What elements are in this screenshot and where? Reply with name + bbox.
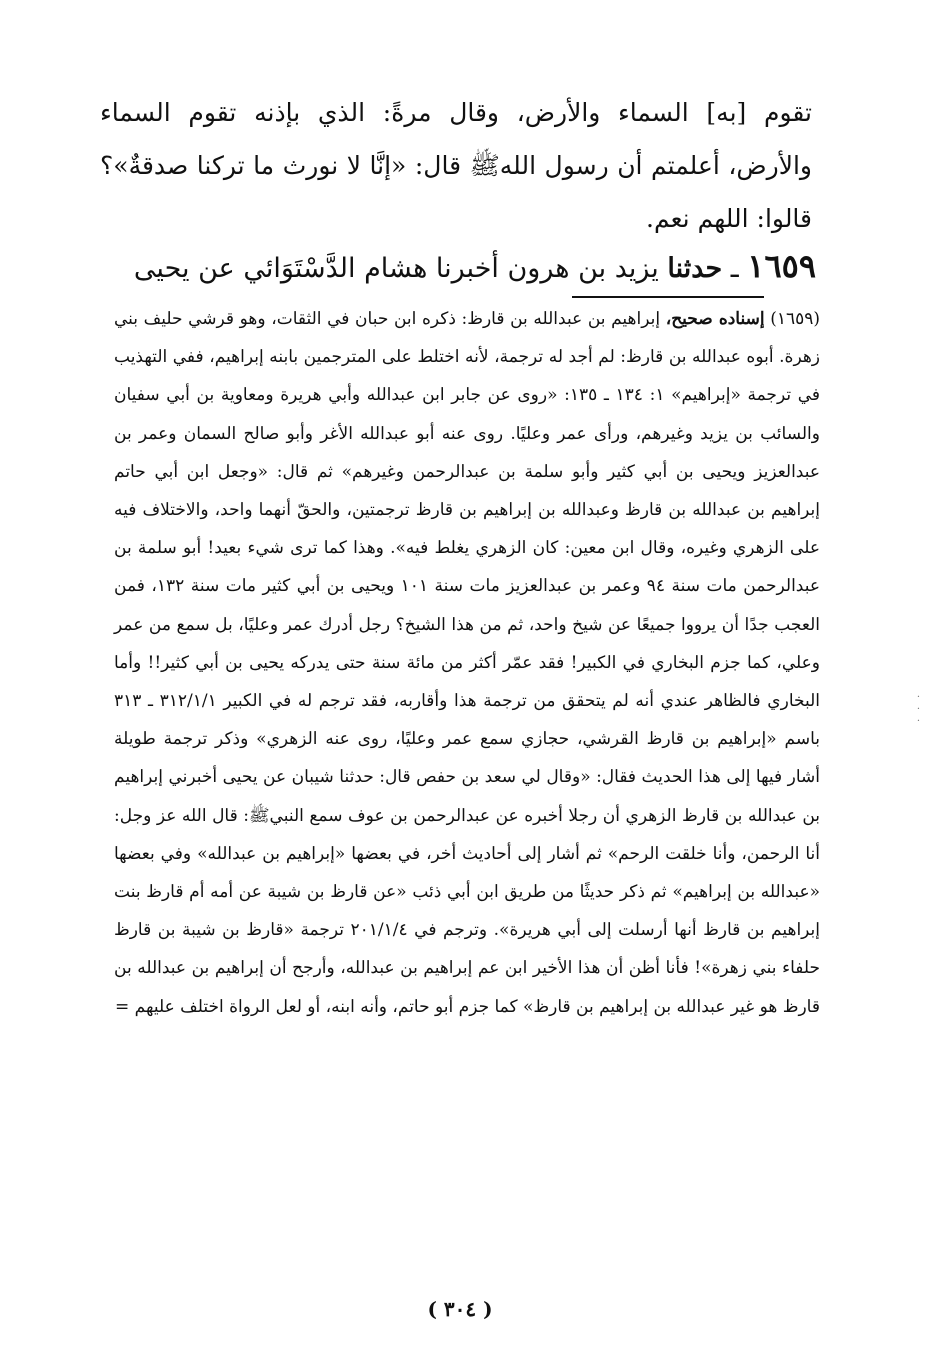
hadith-separator: ـ — [722, 253, 748, 284]
footnote-lead: إسناده صحيح، — [665, 309, 765, 329]
hadith-lead-word: حدثنا — [667, 253, 723, 284]
main-text — [100, 86, 812, 245]
hadith-heading — [100, 238, 816, 294]
page-number: ( ٣٠٤ ) — [427, 1297, 493, 1321]
footnote-separator-rule — [572, 296, 764, 298]
margin-mark: · · · — [916, 692, 920, 727]
footnote-number: (١٦٥٩) — [770, 309, 821, 329]
footnote — [114, 300, 820, 1026]
hadith-chain: يزيد بن هرون أخبرنا هشام الدَّسْتَوَائي عن يحيى — [133, 253, 668, 284]
hadith-number: ١٦٥٩ — [747, 247, 816, 285]
footnote-text: إبراهيم بن عبدالله بن قارظ: ذكره ابن حبان في الثقات، وهو قرشي حليف بني زهرة. أبوه عبدالله بن قارظ: لم أجد له ترجمة، لأنه اختلط على المترجمين بابنه إبراهيم، ففي التهذيب في ترجمة «إبراهيم» ١: ١٣٤ ـ ١٣٥: «روى عن جابر ابن عبدالله وأبي هريرة ومعاوية بن أبي سفيان والسائب بن يزيد وغيرهم، ورأى عمر وعليًا. روى عنه أبو عبدالله الأغر وأبو صالح السمان وعمر بن عبدالعزيز ويحيى بن أبي كثير وأبو سلمة بن عبدالرحمن وغيرهم» ثم قال: «وجعل ابن أبي حاتم إبراهيم بن عبدالله بن قارظ وعبدالله بن إبراهيم بن قارظ ترجمتين، والحقّ أنهما واحد، والاختلاف فيه على الزهري وغيره، وقال ابن معين: كان الزهري يغلط فيه». وهذا كما ترى شيء بعيد! أبو سلمة بن عبدالرحمن مات سنة ٩٤ وعمر بن عبدالعزيز مات سنة ١٠١ ويحيى بن أبي كثير مات سنة ١٣٢، فمن العجب جدًا أن يرووا جميعًا عن شيخ واحد، ثم من هذا الشيخ؟ رجل أدرك عمر وعليًا، بل سمع من عمر وعلي، كما جزم البخاري في الكبير! فقد عمّر أكثر من مائة سنة حتى يدركه يحيى بن أبي كثير!! وأما البخاري فالظاهر عندي أنه لم يتحقق من ترجمة هذا وأقاربه، فقد ترجم له في الكبير ٣١٢/١/١ ـ ٣١٣ باسم «إبراهيم بن قارظ القرشي، حجازي سمع عمر وعليًا، روى عنه الزهري» وذكر ترجمة طويلة أشار فيها إلى هذا الحديث فقال: «وقال لي سعد بن حفص قال: حدثنا شيبان عن يحيى أخبرني إبراهيم بن عبدالله بن قارظ الزهري أن رجلا أخبره عن عبدالرحمن بن عوف سمع النبيﷺ: قال الله عز وجل: أنا الرحمن، وأنا خلقت الرحم» ثم أشار إلى أحاديث أخر، في بعضها «إبراهيم بن عبدالله» وفي بعضها «عبدالله بن إبراهيم» ثم ذكر حديثًا من طريق ابن أبي ذئب «عن قارظ بن شيبة عن أمه أم قارظ بنت إبراهيم بن قارظ أنها أرسلت إلى أبي هريرة». وترجم في ٢٠١/١/٤ ترجمة «قارظ بن شيبة بن قارظ حلفاء بني زهرة»! فأنا أظن أن هذا الأخير ابن عم إبراهيم بن عبدالله، وأرجح أن إبراهيم بن عبدالله بن قارظ هو غير عبدالله بن إبراهيم بن قارظ» كما جزم أبو حاتم، وأنه ابنه، أو لعل الرواة اختلف عليهم = — [114, 309, 821, 1017]
main-text-paragraph: تقوم [به] السماء والأرض، وقال مرةً: الذي بإذنه تقوم السماء والأرض، أعلمتم أن رسول اللهﷺ قال: «إنَّا لا نورث ما تركنا صدقةٌ»؟ قالوا: اللهم نعم. — [100, 98, 812, 233]
footnote-paragraph — [114, 300, 820, 1026]
